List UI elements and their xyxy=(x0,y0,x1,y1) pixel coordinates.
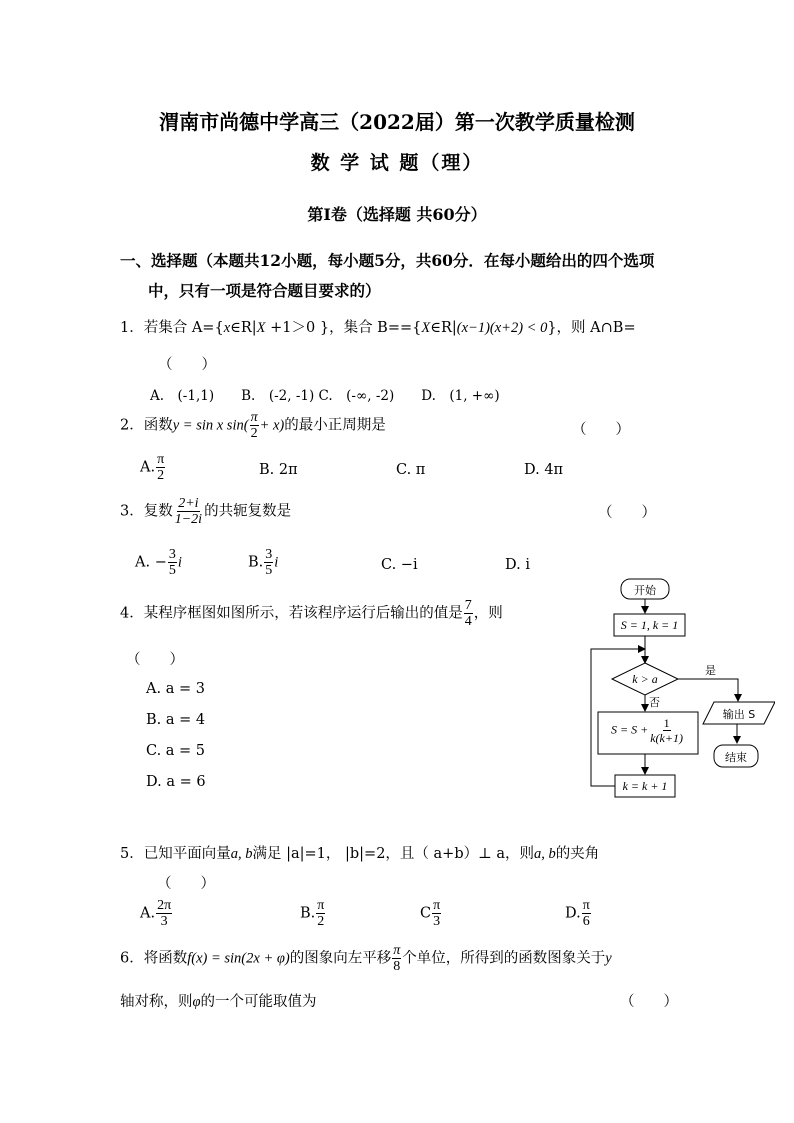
q5-option-d-den: 6 xyxy=(582,914,590,929)
q2-function-a: y = sin x sin( xyxy=(172,417,249,434)
q5-option-a-den: 3 xyxy=(160,914,168,929)
q5-option-d xyxy=(565,898,592,929)
q5-option-a xyxy=(140,898,173,929)
q4-frac-num: 7 xyxy=(464,598,472,613)
q6-var-phi: φ xyxy=(192,994,201,1010)
part-heading: 第Ⅰ卷（选择题 共60分） xyxy=(307,205,487,224)
q5-option-c-den: 3 xyxy=(433,914,441,929)
q5-text-b: 满足 |a|=1， |b|=2，且（ a+b）⊥ a，则 xyxy=(252,846,534,862)
section-instructions-line2: 中，只有一项是符合题目要求的） xyxy=(148,281,381,300)
q2-option-d: D. 4π xyxy=(524,462,564,478)
q4-frac-den: 4 xyxy=(464,614,472,629)
flow-init-label: S = 1, k = 1 xyxy=(620,618,679,632)
q5-text-c: 的夹角 xyxy=(555,846,600,862)
q2-option-a-num: π xyxy=(157,452,165,467)
question-3-answer-bracket: （ ） xyxy=(598,505,656,521)
q5-option-b-den: 2 xyxy=(317,914,325,929)
flow-update-pre: S = S + xyxy=(611,722,649,737)
q3-option-a-den: 5 xyxy=(168,563,176,578)
q3-frac-den: 1−2i xyxy=(174,512,203,527)
q3-option-b-frac xyxy=(264,547,273,578)
q6-text-b: 的图象向左平移 xyxy=(289,950,392,967)
question-2-answer-bracket: （ ） xyxy=(572,422,630,438)
q5-option-a-label: A. xyxy=(140,905,156,922)
q1-var-x: x xyxy=(223,320,231,336)
q1-text-b: ∈R| xyxy=(230,320,257,336)
question-5-stem xyxy=(120,842,599,863)
question-6-answer-bracket: （ ） xyxy=(620,994,678,1010)
q3-option-b xyxy=(248,547,278,578)
q3-option-a-i: i xyxy=(177,554,182,571)
q5-option-c xyxy=(420,898,442,929)
question-6-stem xyxy=(120,943,612,974)
q5-text-a: 5．已知平面向量 xyxy=(120,846,231,862)
question-2-stem xyxy=(120,410,386,441)
q5-option-c-frac xyxy=(432,898,441,929)
q2-option-a xyxy=(140,452,166,483)
q6-frac-num: π xyxy=(393,943,401,958)
q1-text-a: 1．若集合 A={ xyxy=(120,320,224,336)
q6-fraction xyxy=(392,943,401,974)
flow-update-num: 1 xyxy=(663,716,670,730)
q2-function-b: + x) xyxy=(259,417,285,434)
flow-no-label: 否 xyxy=(649,696,660,709)
q3-frac-num: 2+i xyxy=(178,496,199,511)
q3-option-b-label: B. xyxy=(248,554,264,571)
q4-option-a: A. a = 3 xyxy=(146,681,205,697)
question-4-stem xyxy=(120,598,503,629)
q3-option-d: D. i xyxy=(505,557,530,573)
q6-text-d: 轴对称，则 xyxy=(120,994,193,1010)
q1-text-d: ∈R| xyxy=(430,320,457,336)
question-1-stem xyxy=(120,316,636,337)
q6-frac-den: 8 xyxy=(393,959,401,974)
q4-option-c: C. a = 5 xyxy=(146,743,206,759)
section-instructions-line1: 一、选择题（本题共12小题，每小题5分，共60分．在每小题给出的四个选项 xyxy=(120,251,655,270)
q4-option-b: B. a = 4 xyxy=(146,712,206,728)
q6-text-e: 的一个可能取值为 xyxy=(200,994,317,1010)
q4-fraction xyxy=(464,598,473,629)
q3-option-b-num: 3 xyxy=(265,547,273,562)
flow-cond-label: k > a xyxy=(632,672,658,686)
flow-update-den: k(k+1) xyxy=(650,731,683,745)
q2-option-c: C. π xyxy=(396,462,426,478)
q6-function: f(x) = sin(2x + φ) xyxy=(187,950,290,967)
q5-option-d-num: π xyxy=(582,898,590,913)
question-3-stem xyxy=(120,496,291,527)
q5-option-b xyxy=(300,898,326,929)
q5-vectors: a, b xyxy=(230,846,253,862)
q3-fraction xyxy=(174,496,203,527)
q2-fraction xyxy=(250,410,259,441)
q2-text-b: 的最小正周期是 xyxy=(284,417,386,434)
q5-option-a-frac xyxy=(156,898,172,929)
q3-option-a-frac xyxy=(168,547,177,578)
q3-option-c: C. −i xyxy=(381,557,418,573)
q6-text-a: 6．将函数 xyxy=(120,950,188,967)
flow-yes-label: 是 xyxy=(705,664,716,677)
q5-option-d-label: D. xyxy=(565,905,581,922)
q2-option-a-label: A. xyxy=(140,459,156,476)
question-5-answer-bracket: （ ） xyxy=(157,876,215,892)
q5-option-b-frac xyxy=(316,898,325,929)
q6-var-y: y xyxy=(605,950,612,967)
q3-option-b-den: 5 xyxy=(265,563,273,578)
q1-expression: (x−1)(x+2) < 0 xyxy=(456,320,548,336)
q3-option-b-i: i xyxy=(274,554,279,571)
flow-start-label: 开始 xyxy=(634,584,656,597)
question-1-answer-bracket: （ ） xyxy=(158,357,216,373)
q5-option-d-frac xyxy=(582,898,591,929)
q4-option-d: D. a = 6 xyxy=(146,774,206,790)
q2-text-a: 2．函数 xyxy=(120,417,173,434)
q2-option-a-frac xyxy=(156,452,165,483)
question-6-stem-line2 xyxy=(120,990,317,1011)
flow-output-label: 输出 S xyxy=(722,708,756,721)
q5-option-b-label: B. xyxy=(300,905,316,922)
q3-option-a xyxy=(135,547,182,578)
q4-text-b: ，则 xyxy=(473,605,503,622)
q5-vectors-2: a, b xyxy=(534,846,556,862)
q2-option-b: B. 2π xyxy=(259,462,298,478)
q5-option-c-label: C xyxy=(420,905,432,922)
q2-option-a-den: 2 xyxy=(157,468,165,483)
q2-frac-num: π xyxy=(250,410,258,425)
flow-update-label xyxy=(598,716,698,745)
exam-title: 渭南市尚德中学高三（2022届）第一次教学质量检测 xyxy=(159,110,635,134)
q1-text-c: +1＞0 }，集合 B=={ xyxy=(265,320,422,336)
question-4-answer-bracket: （ ） xyxy=(126,652,184,668)
q1-var-X2: X xyxy=(421,320,431,336)
q5-option-b-num: π xyxy=(317,898,325,913)
flowchart-lines xyxy=(585,575,775,805)
q3-text-b: 的共轭复数是 xyxy=(204,503,292,520)
q3-option-a-num: 3 xyxy=(168,547,176,562)
q4-text-a: 4．某程序框图如图所示，若该程序运行后输出的值是 xyxy=(120,605,463,622)
exam-subtitle: 数 学 试 题（理） xyxy=(310,152,484,174)
question-1-options: A. (-1,1) B. (-2, -1) C. (-∞, -2) D. (1, +∞) xyxy=(150,388,500,404)
flow-end-label: 结束 xyxy=(725,751,747,764)
q5-option-c-num: π xyxy=(433,898,441,913)
q6-text-c: 个单位，所得到的函数图象关于 xyxy=(402,950,606,967)
q1-var-X: X xyxy=(256,320,266,336)
q5-option-a-num: 2π xyxy=(157,898,172,913)
flow-update-frac xyxy=(649,716,684,745)
q3-text-a: 3．复数 xyxy=(120,503,173,520)
q1-text-e: }，则 A∩B= xyxy=(547,320,636,336)
flowchart xyxy=(585,575,775,805)
q2-frac-den: 2 xyxy=(250,426,258,441)
flow-incr-label: k = k + 1 xyxy=(622,779,668,793)
q3-option-a-label: A. − xyxy=(135,554,167,571)
